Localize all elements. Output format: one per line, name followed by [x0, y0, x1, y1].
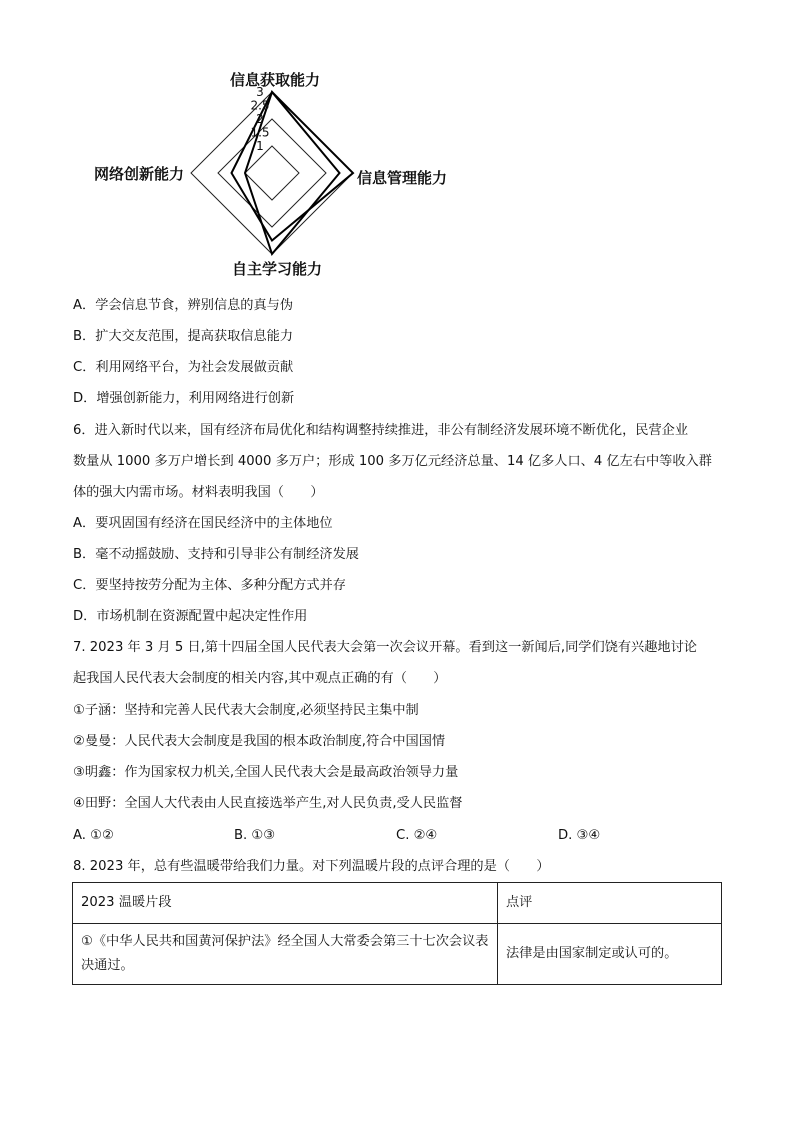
table-header-row — [73, 883, 722, 924]
radar-tick-label: 1.5 — [250, 125, 270, 140]
table-cell: 法律是由国家制定或认可的。 — [498, 924, 722, 985]
q7-stem-line-2: 起我国人民代表大会制度的相关内容,其中观点正确的有（ ） — [73, 671, 447, 686]
radar-grid — [191, 92, 353, 254]
table-header-cell: 2023 温暖片段 — [73, 883, 498, 924]
radar-grid-ring — [218, 119, 326, 227]
q7-statement-3: ③明鑫：作为国家权力机关,全国人民代表大会是最高政治领导力量 — [73, 765, 459, 780]
q5-option-b: B．扩大交友范围，提高获取信息能力 — [73, 329, 294, 344]
q6-stem-line-2: 数量从 1000 多万户增长到 4000 多万户；形成 100 多万亿元经济总量、14 亿多人口、4 亿左右中等收入群 — [73, 454, 712, 469]
radar-chart — [0, 60, 794, 285]
radar-grid-ring — [245, 146, 299, 200]
axis-label-bottom: 自主学习能力 — [231, 260, 323, 278]
radar-tick-label: 2 — [256, 112, 264, 126]
q5-option-c: C．利用网络平台，为社会发展做贡献 — [73, 360, 294, 375]
radar-tick-label: 2.5 — [250, 98, 270, 113]
radar-tick-label: 3 — [256, 85, 264, 99]
axis-label-right: 信息管理能力 — [357, 169, 448, 187]
q5-option-a: A．学会信息节食，辨别信息的真与伪 — [73, 298, 294, 313]
q6-stem-line-3: 体的强大内需市场。材料表明我国（ ） — [73, 485, 324, 500]
q7-statement-4: ④田野：全国人大代表由人民直接选举产生,对人民负责,受人民监督 — [73, 796, 463, 811]
q6-stem-line-1: 6．进入新时代以来，国有经济布局优化和结构调整持续推进，非公有制经济发展环境不断优化，民营企业 — [73, 423, 689, 438]
table-row — [73, 924, 722, 985]
q7-option-c: C. ②④ — [396, 828, 438, 843]
q6-option-a: A．要巩固国有经济在国民经济中的主体地位 — [73, 516, 333, 531]
q5-option-d: D．增强创新能力，利用网络进行创新 — [73, 391, 295, 406]
q7-stem-line-1: 7. 2023 年 3 月 5 日,第十四届全国人民代表大会第一次会议开幕。看到这一新闻后,同学们饶有兴趣地讨论 — [73, 640, 697, 655]
q8-stem: 8. 2023 年，总有些温暖带给我们力量。对下列温暖片段的点评合理的是（ ） — [73, 859, 550, 874]
q7-option-b: B. ①③ — [234, 828, 276, 843]
q6-option-c: C．要坚持按劳分配为主体、多种分配方式并存 — [73, 578, 346, 593]
q7-statement-2: ②曼曼：人民代表大会制度是我国的根本政治制度,符合中国国情 — [73, 734, 446, 749]
q7-option-d: D. ③④ — [558, 828, 601, 843]
q8-table — [72, 882, 722, 985]
axis-label-left: 网络创新能力 — [93, 165, 184, 183]
axis-label-top: 信息获取能力 — [229, 71, 321, 89]
q6-option-d: D．市场机制在资源配置中起决定性作用 — [73, 609, 308, 624]
radar-grid-ring — [191, 92, 353, 254]
q7-option-a: A. ①② — [73, 828, 114, 843]
radar-tick-label: 1 — [256, 139, 264, 153]
table-cell: ①《中华人民共和国黄河保护法》经全国人大常委会第三十七次会议表决通过。 — [73, 924, 498, 985]
q6-option-b: B．毫不动摇鼓励、支持和引导非公有制经济发展 — [73, 547, 359, 562]
q7-statement-1: ①子涵：坚持和完善人民代表大会制度,必须坚持民主集中制 — [73, 703, 419, 718]
table-header-cell: 点评 — [498, 883, 722, 924]
radar-tick-labels — [250, 85, 269, 153]
radar-series — [232, 92, 354, 254]
